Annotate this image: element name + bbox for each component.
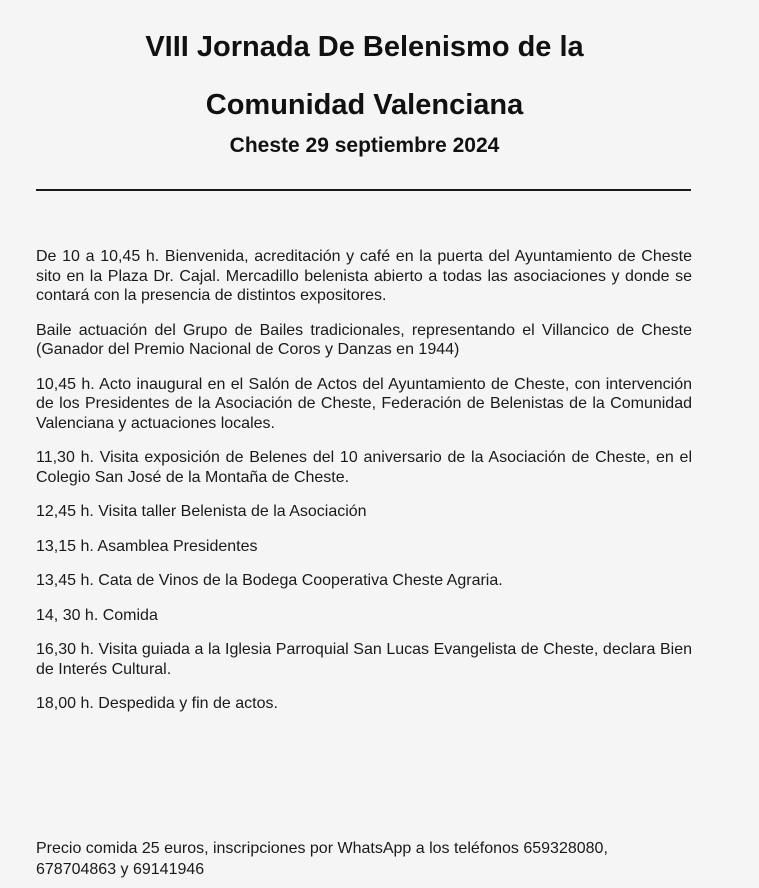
program-item: 13,15 h. Asamblea Presidentes bbox=[36, 537, 258, 555]
program-list bbox=[36, 247, 692, 729]
program-item: 14, 30 h. Comida bbox=[36, 606, 158, 624]
event-date-subtitle: Cheste 29 septiembre 2024 bbox=[229, 134, 500, 157]
program-item: Baile actuación del Grupo de Bailes tradicionales, representando el Villancico de Cheste (Ganador del Premio Nacional de Coros y Danzas en 1944) bbox=[36, 321, 692, 358]
title-line-1: VIII Jornada De Belenismo de la bbox=[145, 31, 584, 63]
program-item: De 10 a 10,45 h. Bienvenida, acreditación y café en la puerta del Ayuntamiento de Cheste sito en la Plaza Dr. Cajal. Mercadillo belenista abierto a todas las asociaciones y donde se contará con la presencia de distintos expositores. bbox=[36, 248, 692, 304]
footer-note bbox=[36, 838, 696, 880]
program-item: 13,45 h. Cata de Vinos de la Bodega Cooperativa Cheste Agraria. bbox=[36, 572, 503, 589]
program-item: 12,45 h. Visita taller Belenista de la Asociación bbox=[36, 503, 367, 520]
program-item: 11,30 h. Visita exposición de Belenes del 10 aniversario de la Asociación de Cheste, en el Colegio San José de la Montaña de Cheste. bbox=[36, 449, 692, 486]
program-item: 18,00 h. Despedida y fin de actos. bbox=[36, 695, 278, 712]
footer-price-contact: Precio comida 25 euros, inscripciones por WhatsApp a los teléfonos 659328080, bbox=[36, 840, 608, 857]
program-item: 10,45 h. Acto inaugural en el Salón de Actos del Ayuntamiento de Cheste, con intervención de los Presidentes de la Asociación de Cheste, Federación de Belenistas de la Comunidad Valenciana y actuaciones locales. bbox=[36, 375, 692, 432]
program-item: 16,30 h. Visita guiada a la Iglesia Parroquial San Lucas Evangelista de Cheste, declara Bien de Interés Cultural. bbox=[36, 641, 692, 678]
page-title bbox=[0, 18, 729, 134]
horizontal-divider bbox=[36, 189, 691, 191]
footer-phone-numbers: 678704863 y 69141946 bbox=[36, 861, 205, 878]
title-line-2: Comunidad Valenciana bbox=[205, 89, 524, 121]
